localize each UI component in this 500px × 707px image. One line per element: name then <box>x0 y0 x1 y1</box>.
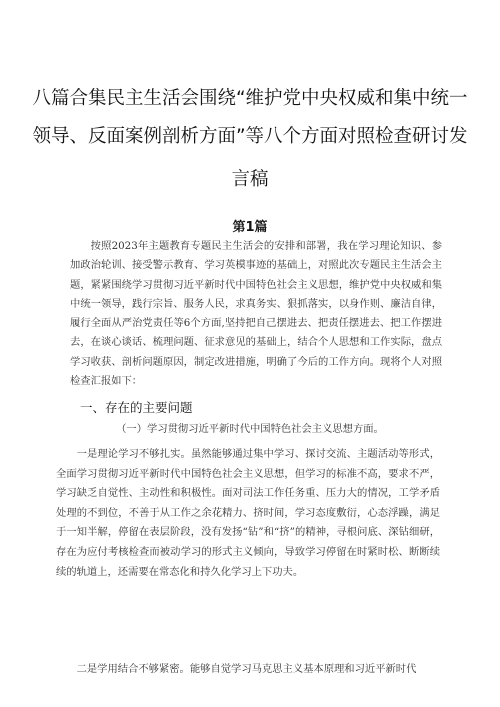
section-heading-main-problems: 一、存在的主要问题 <box>80 400 193 415</box>
intro-paragraph: 按照2023年主题教育专题民主生活会的安排和部署，我在学习理论知识、参加政治轮训、接受警示教育、学习英模事迹的基础上，对照此次专题民主生活会主题，紧紧围绕学习贯彻习近平新时代中国特色社会主义思想，维护党中央权威和集中统一领导，践行宗旨、服务人民，求真务实、狠抓落实，以身作则、廉洁自律，履行全面从严治党责任等6个方面,坚持把自己摆进去、把责任摆进去、把工作摆进去，在谈心谈话、梳理问题、征求意见的基础上，结合个人思想和工作实际，盘点学习收获、剖析问题原因，制定改进措施，明确了今后的工作方向。现将个人对照检查汇报如下： <box>70 240 442 388</box>
point-1-paragraph: 一是理论学习不够扎实。虽然能够通过集中学习、探讨交流、主题活动等形式，全面学习贯彻习近平新时代中国特色社会主义思想，但学习的标准不高，要求不严，学习缺乏自觉性、主动性和积极性。面对司法工作任务重、压力大的情况，工学矛盾处理的不到位，不善于从工作之余花精力、挤时间，学习态度敷衍，心态浮躁，满足于一知半解，停留在表层阶段，没有发扬“钻”和“挤”的精神，寻根问底、深钻细研，存在为应付考核检查而被动学习的形式主义倾向，导致学习停留在时紧时松、断断续续的轨道上，还需要在常态化和持久化学习上下功夫。 <box>56 448 440 578</box>
subsection-heading-1: （一）学习贯彻习近平新时代中国特色社会主义思想方面。 <box>116 423 384 435</box>
article-number-heading: 第1篇 <box>232 220 268 235</box>
document-title-line-3: 言稿 <box>231 169 269 190</box>
point-2-paragraph: 二是学用结合不够紧密。能够自觉学习马克思主义基本原理和习近平新时代 <box>76 663 417 675</box>
document-title-line-1: 八篇合集民主生活会围绕“维护党中央权威和集中统一 <box>32 88 468 109</box>
document-title-line-2: 领导、反面案例剖析方面”等八个方面对照检查研讨发 <box>32 126 468 147</box>
